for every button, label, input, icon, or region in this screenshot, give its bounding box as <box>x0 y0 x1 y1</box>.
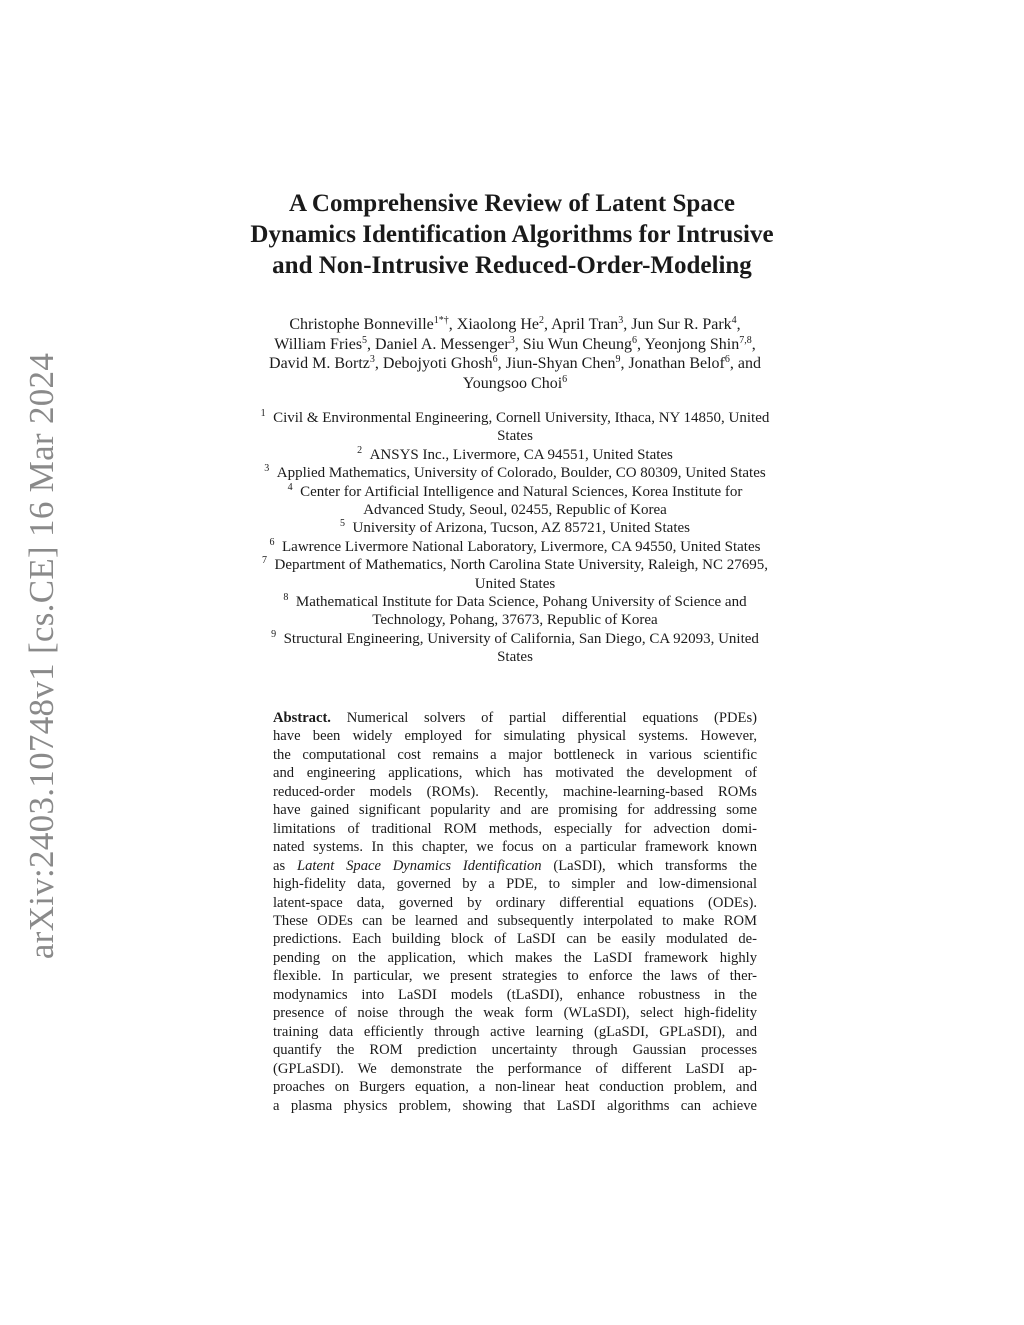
abstract-line <box>273 875 757 893</box>
abstract-line <box>273 1023 757 1041</box>
affiliation-text: Department of Mathematics, North Carolina State University, Raleigh, NC 27695, <box>274 557 768 574</box>
author-name: David M. Bortz <box>269 355 370 372</box>
abstract-line <box>273 764 757 782</box>
affiliation-number: 4 <box>287 481 293 493</box>
abstract-line <box>273 1060 757 1078</box>
author-affiliation-marker: 1*† <box>433 315 449 326</box>
author-line <box>0 354 1024 374</box>
affiliation-line <box>0 556 1024 574</box>
abstract-text: high-fidelity data, governed by a PDE, to simpler and low-dimensional <box>273 876 757 893</box>
author-name: , Debojyoti Ghosh <box>374 355 493 372</box>
author-list <box>0 315 1024 393</box>
author-name: , Jonathan Belof <box>620 355 725 372</box>
affiliation-line <box>0 519 1024 537</box>
affiliation-text: States <box>497 428 533 445</box>
affiliation-number: 1 <box>260 408 266 419</box>
author-name: , April Tran <box>543 316 619 333</box>
paper-title <box>0 188 1024 281</box>
affiliation-text: Advanced Study, Seoul, 02455, Republic of Korea <box>363 502 667 519</box>
affiliation-line <box>0 427 1024 445</box>
author-name: , Jun Sur R. Park <box>623 316 732 333</box>
abstract-line <box>273 783 757 801</box>
author-name: , <box>736 316 741 333</box>
abstract-text: the computational cost remains a major bottleneck in various scientific <box>273 746 757 763</box>
abstract-line <box>273 912 757 930</box>
abstract-text: training data efficiently through active learning (gLaSDI, GPLaSDI), and <box>273 1023 757 1040</box>
affiliation-text: States <box>497 649 533 666</box>
affiliation-text: Center for Artificial Intelligence and Natural Sciences, Korea Institute for <box>300 483 743 500</box>
author-name: , Yeonjong Shin <box>636 335 740 353</box>
abstract-text: presence of noise through the weak form (WLaSDI), select high-fidelity <box>273 1005 757 1022</box>
abstract-line <box>273 801 757 819</box>
abstract-text: proaches on Burgers equation, a non-linear heat conduction problem, and <box>273 1079 757 1096</box>
affiliation-line <box>0 648 1024 666</box>
abstract-line <box>273 1078 757 1096</box>
abstract-emphasis: Latent Space Dynamics Identification <box>296 857 542 874</box>
author-affiliation-marker: 4 <box>731 315 737 326</box>
affiliation-line <box>0 593 1024 611</box>
author-line <box>0 374 1024 394</box>
abstract-line <box>273 746 757 764</box>
abstract-line <box>273 727 757 745</box>
abstract-line <box>273 1097 757 1115</box>
abstract-text: flexible. In particular, we present strategies to enforce the laws of ther- <box>273 968 757 985</box>
affiliation-text: Civil & Environmental Engineering, Cornell University, Ithaca, NY 14850, United <box>273 410 770 426</box>
affiliation-number: 7 <box>261 555 267 567</box>
author-name: , and <box>729 355 761 372</box>
affiliation-text: Structural Engineering, University of California, San Diego, CA 92093, United <box>283 630 759 647</box>
abstract-text: nated systems. In this chapter, we focus on a particular framework known <box>273 839 757 856</box>
author-affiliation-marker: 5 <box>362 334 368 346</box>
affiliation-number: 8 <box>283 592 289 604</box>
author-name: Christophe Bonneville <box>289 316 434 333</box>
abstract-line <box>273 894 757 912</box>
author-name: , Xiaolong He <box>448 316 539 333</box>
abstract-text: predictions. Each building block of LaSDI can be easily modulated de- <box>273 931 757 948</box>
abstract-text: and engineering applications, which has motivated the development of <box>273 765 757 782</box>
author-name: , <box>751 335 756 353</box>
abstract-text: quantify the ROM prediction uncertainty through Gaussian processes <box>273 1042 757 1059</box>
affiliation-line <box>0 501 1024 519</box>
author-name: , Siu Wun Cheung <box>514 335 632 353</box>
title-line: Dynamics Identification Algorithms for Intrusive <box>250 221 774 248</box>
author-name: William Fries <box>274 335 363 353</box>
affiliation-number: 5 <box>340 518 345 530</box>
author-affiliation-marker: 6 <box>492 354 498 365</box>
abstract-line <box>273 709 757 727</box>
abstract-text: have been widely employed for simulating physical systems. However, <box>273 728 757 745</box>
abstract-line <box>273 1041 757 1059</box>
abstract-text: a plasma physics problem, showing that LaSDI algorithms can achieve <box>273 1097 757 1114</box>
abstract-text: (LaSDI), which transforms the <box>541 857 758 874</box>
abstract-text: These ODEs can be learned and subsequently interpolated to make ROM <box>273 912 757 929</box>
affiliation-text: Lawrence Livermore National Laboratory, Livermore, CA 94550, United States <box>282 538 761 555</box>
author-affiliation-marker: 3 <box>369 354 375 365</box>
affiliation-line <box>0 409 1024 427</box>
affiliation-list <box>0 409 1024 667</box>
affiliation-line <box>0 446 1024 464</box>
author-affiliation-marker: 6 <box>631 334 637 346</box>
affiliation-text: Applied Mathematics, University of Colorado, Boulder, CO 80309, United States <box>276 465 766 482</box>
affiliation-line <box>0 464 1024 482</box>
affiliation-line <box>0 575 1024 593</box>
abstract-label: Abstract. <box>273 710 331 726</box>
author-affiliation-marker: 3 <box>618 315 624 326</box>
abstract-line <box>273 986 757 1004</box>
affiliation-text: United States <box>474 575 556 592</box>
affiliation-line <box>0 538 1024 556</box>
abstract-text: reduced-order models (ROMs). Recently, machine-learning-based ROMs <box>273 783 757 800</box>
affiliation-number: 2 <box>357 444 363 456</box>
affiliation-number: 6 <box>269 536 275 548</box>
abstract-text: latent-space data, governed by ordinary differential equations (ODEs). <box>273 894 757 911</box>
affiliation-text: ANSYS Inc., Livermore, CA 94551, United States <box>369 446 673 463</box>
affiliation-text: Technology, Pohang, 37673, Republic of Korea <box>372 612 658 629</box>
author-affiliation-marker: 6 <box>562 373 568 385</box>
abstract-line <box>273 838 757 856</box>
author-affiliation-marker: 9 <box>615 354 621 365</box>
affiliation-line <box>0 630 1024 648</box>
author-name: , Jiun-Shyan Chen <box>497 355 616 372</box>
abstract-text: pending on the application, which makes the LaSDI framework highly <box>273 949 757 966</box>
abstract-text: as <box>273 857 297 874</box>
abstract-line <box>273 967 757 985</box>
affiliation-number: 9 <box>271 628 277 640</box>
affiliation-line <box>0 483 1024 501</box>
abstract-text: have gained significant popularity and are promising for addressing some <box>273 802 757 819</box>
abstract <box>273 709 757 1115</box>
affiliation-number: 3 <box>264 463 270 475</box>
author-name: , Daniel A. Messenger <box>367 335 510 353</box>
abstract-text: limitations of traditional ROM methods, especially for advection domi- <box>273 820 757 837</box>
abstract-line <box>273 1004 757 1022</box>
author-affiliation-marker: 6 <box>724 354 730 365</box>
author-affiliation-marker: 2 <box>538 315 544 326</box>
affiliation-text: Mathematical Institute for Data Science, Pohang University of Science and <box>295 594 747 611</box>
abstract-line <box>273 930 757 948</box>
abstract-text: modynamics into LaSDI models (tLaSDI), enhance robustness in the <box>273 986 757 1003</box>
abstract-line <box>273 820 757 838</box>
affiliation-text: University of Arizona, Tucson, AZ 85721, United States <box>352 520 690 537</box>
affiliation-line <box>0 611 1024 629</box>
title-line: and Non-Intrusive Reduced-Order-Modeling <box>272 252 752 279</box>
author-line <box>0 315 1024 335</box>
author-name: Youngsoo Choi <box>462 374 563 392</box>
author-affiliation-marker: 7,8 <box>739 334 752 346</box>
abstract-text: Numerical solvers of partial differential equations (PDEs) <box>330 710 757 726</box>
title-line: A Comprehensive Review of Latent Space <box>288 190 736 217</box>
abstract-text: (GPLaSDI). We demonstrate the performance of different LaSDI ap- <box>273 1060 757 1077</box>
author-affiliation-marker: 3 <box>509 334 515 346</box>
author-line <box>0 335 1024 355</box>
arxiv-identifier-stamp: arXiv:2403.10748v1 [cs.CE] 16 Mar 2024 <box>22 352 61 960</box>
abstract-line <box>273 857 757 875</box>
abstract-line <box>273 949 757 967</box>
